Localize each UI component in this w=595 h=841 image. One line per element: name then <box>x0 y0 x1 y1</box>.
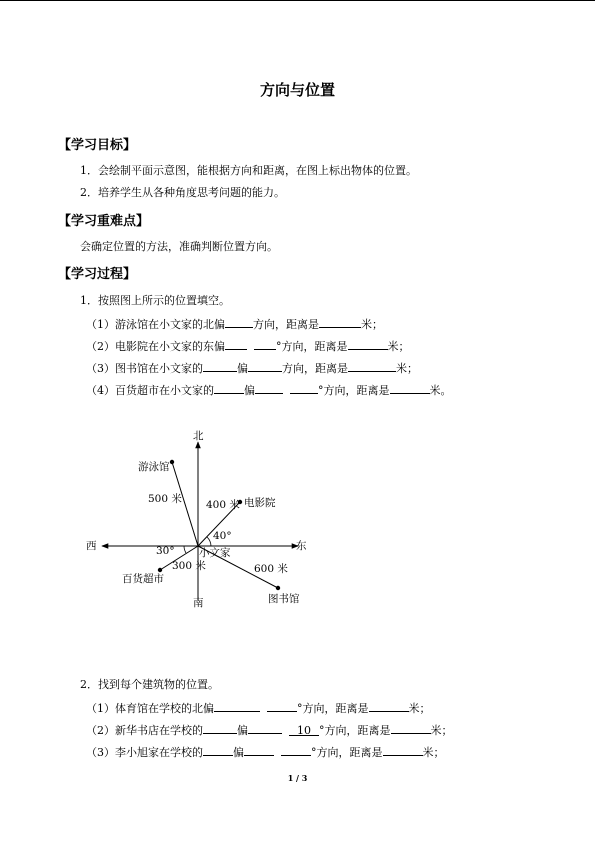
q2-line-1-blank-3[interactable] <box>369 700 409 712</box>
q1-line-2-blank-1[interactable] <box>225 338 247 350</box>
market-label: 百货超市 <box>122 573 164 585</box>
q1-line-2-text-b: °方向，距离是 <box>276 340 348 353</box>
q2-line-2-blank-3[interactable] <box>391 722 431 734</box>
key-points-text: 会确定位置的方法，准确判断位置方向。 <box>80 240 278 253</box>
q1-line-1 <box>86 316 383 332</box>
q1-line-3-blank-2[interactable] <box>248 360 282 372</box>
q1-line-3-text-d: 米； <box>396 362 418 375</box>
q2-line-1 <box>86 700 431 716</box>
goal-item-2: 2．培养学生从各种角度思考问题的能力。 <box>80 186 285 199</box>
library-point <box>276 586 280 590</box>
market-distance-label: 300 米 <box>172 560 206 572</box>
q2-line-1-text-c: 米； <box>408 702 431 715</box>
cinema-distance-label: 400 米 <box>206 499 240 511</box>
q1-line-2-text-a: （2）电影院在小文家的东偏 <box>86 340 225 353</box>
cinema-angle-arc <box>207 537 211 546</box>
q1-line-4-blank-3[interactable] <box>290 382 318 394</box>
q2-line-1-blank-1[interactable] <box>214 700 260 712</box>
q2-line-1-text-b: °方向，距离是 <box>297 702 369 715</box>
q1-line-3 <box>86 360 418 376</box>
q1-line-4-text-a: （4）百货超市在小文家的 <box>86 384 214 397</box>
q1-line-1-text-b: 方向，距离是 <box>253 318 319 331</box>
key-points-heading: 【学习重难点】 <box>58 214 150 229</box>
q1-line-4-blank-1[interactable] <box>214 382 244 394</box>
goal-item-1: 1．会绘制平面示意图，能根据方向和距离，在图上标出物体的位置。 <box>80 164 417 177</box>
q1-line-2-blank-2[interactable] <box>254 338 276 350</box>
page-number: 1 / 3 <box>287 773 308 783</box>
q1-line-3-blank-1[interactable] <box>203 360 237 372</box>
q1-line-3-text-b: 偏 <box>237 362 248 375</box>
q1-line-1-text-a: （1）游泳馆在小文家的北偏 <box>86 318 225 331</box>
q1-line-3-text-a: （3）图书馆在小文家的 <box>86 362 203 375</box>
north-label: 北 <box>193 430 204 442</box>
market-angle-label: 30° <box>156 545 175 557</box>
q2-prompt: 2．找到每个建筑物的位置。 <box>80 678 219 691</box>
process-heading: 【学习过程】 <box>58 267 137 282</box>
pool-label: 游泳馆 <box>138 461 170 473</box>
q2-line-3 <box>86 744 445 760</box>
q1-line-2 <box>86 338 410 354</box>
goals-heading: 【学习目标】 <box>58 138 137 153</box>
q1-line-4-text-d: 米。 <box>429 384 452 397</box>
q1-line-4-text-b: 偏 <box>244 384 255 397</box>
q1-line-1-text-c: 米； <box>361 318 383 331</box>
q2-line-3-blank-1[interactable] <box>203 744 233 756</box>
page-title: 方向与位置 <box>259 81 335 99</box>
east-label: 东 <box>296 540 307 552</box>
q2-line-3-text-d: 米； <box>422 746 445 759</box>
q2-line-3-text-c: °方向，距离是 <box>311 746 383 759</box>
q2-line-3-text-b: 偏 <box>233 746 244 759</box>
south-label: 南 <box>193 597 204 609</box>
q2-line-2-text-a: （2）新华书店在学校的 <box>86 724 203 737</box>
q1-line-4-blank-4[interactable] <box>390 382 430 394</box>
center-label: 小文家 <box>199 547 231 559</box>
q2-line-2-blank-2[interactable] <box>248 722 282 734</box>
q2-line-2-blank-1[interactable] <box>203 722 237 734</box>
q2-line-1-text-a: （1）体育馆在学校的北偏 <box>86 702 214 715</box>
q2-line-2-text-c: °方向，距离是 <box>319 724 391 737</box>
pool-distance-label: 500 米 <box>148 493 182 505</box>
q2-line-1-blank-2[interactable] <box>267 700 297 712</box>
diagram-svg <box>80 422 320 617</box>
library-label: 图书馆 <box>268 593 300 605</box>
q1-line-4 <box>86 382 452 398</box>
q2-line-2-filled-answer[interactable]: 10 <box>289 724 319 736</box>
q1-line-2-blank-3[interactable] <box>348 338 388 350</box>
q1-line-1-blank-2[interactable] <box>319 316 361 328</box>
cinema-label: 电影院 <box>244 497 276 509</box>
q1-line-2-text-c: 米； <box>387 340 410 353</box>
market-point <box>158 568 162 572</box>
q2-line-3-blank-3[interactable] <box>281 744 311 756</box>
west-label: 西 <box>86 540 97 552</box>
top-rule <box>0 0 595 1</box>
q2-line-3-blank-4[interactable] <box>383 744 423 756</box>
q1-line-4-blank-2[interactable] <box>255 382 283 394</box>
q1-line-1-blank-1[interactable] <box>225 316 253 328</box>
q1-line-4-text-c: °方向，距离是 <box>318 384 390 397</box>
library-distance-label: 600 米 <box>254 563 288 575</box>
pool-point <box>170 460 174 464</box>
q2-line-2-text-b: 偏 <box>237 724 248 737</box>
q2-line-2-text-d: 米； <box>430 724 453 737</box>
q2-line-2 <box>86 722 453 738</box>
direction-diagram <box>80 422 320 617</box>
q1-line-3-blank-3[interactable] <box>348 360 396 372</box>
cinema-angle-label: 40° <box>213 530 232 542</box>
q2-line-3-blank-2[interactable] <box>244 744 274 756</box>
q1-line-3-text-c: 方向，距离是 <box>282 362 348 375</box>
q2-line-3-text-a: （3）李小旭家在学校的 <box>86 746 203 759</box>
q1-prompt: 1．按照图上所示的位置填空。 <box>80 294 230 307</box>
market-angle-arc <box>184 546 186 553</box>
